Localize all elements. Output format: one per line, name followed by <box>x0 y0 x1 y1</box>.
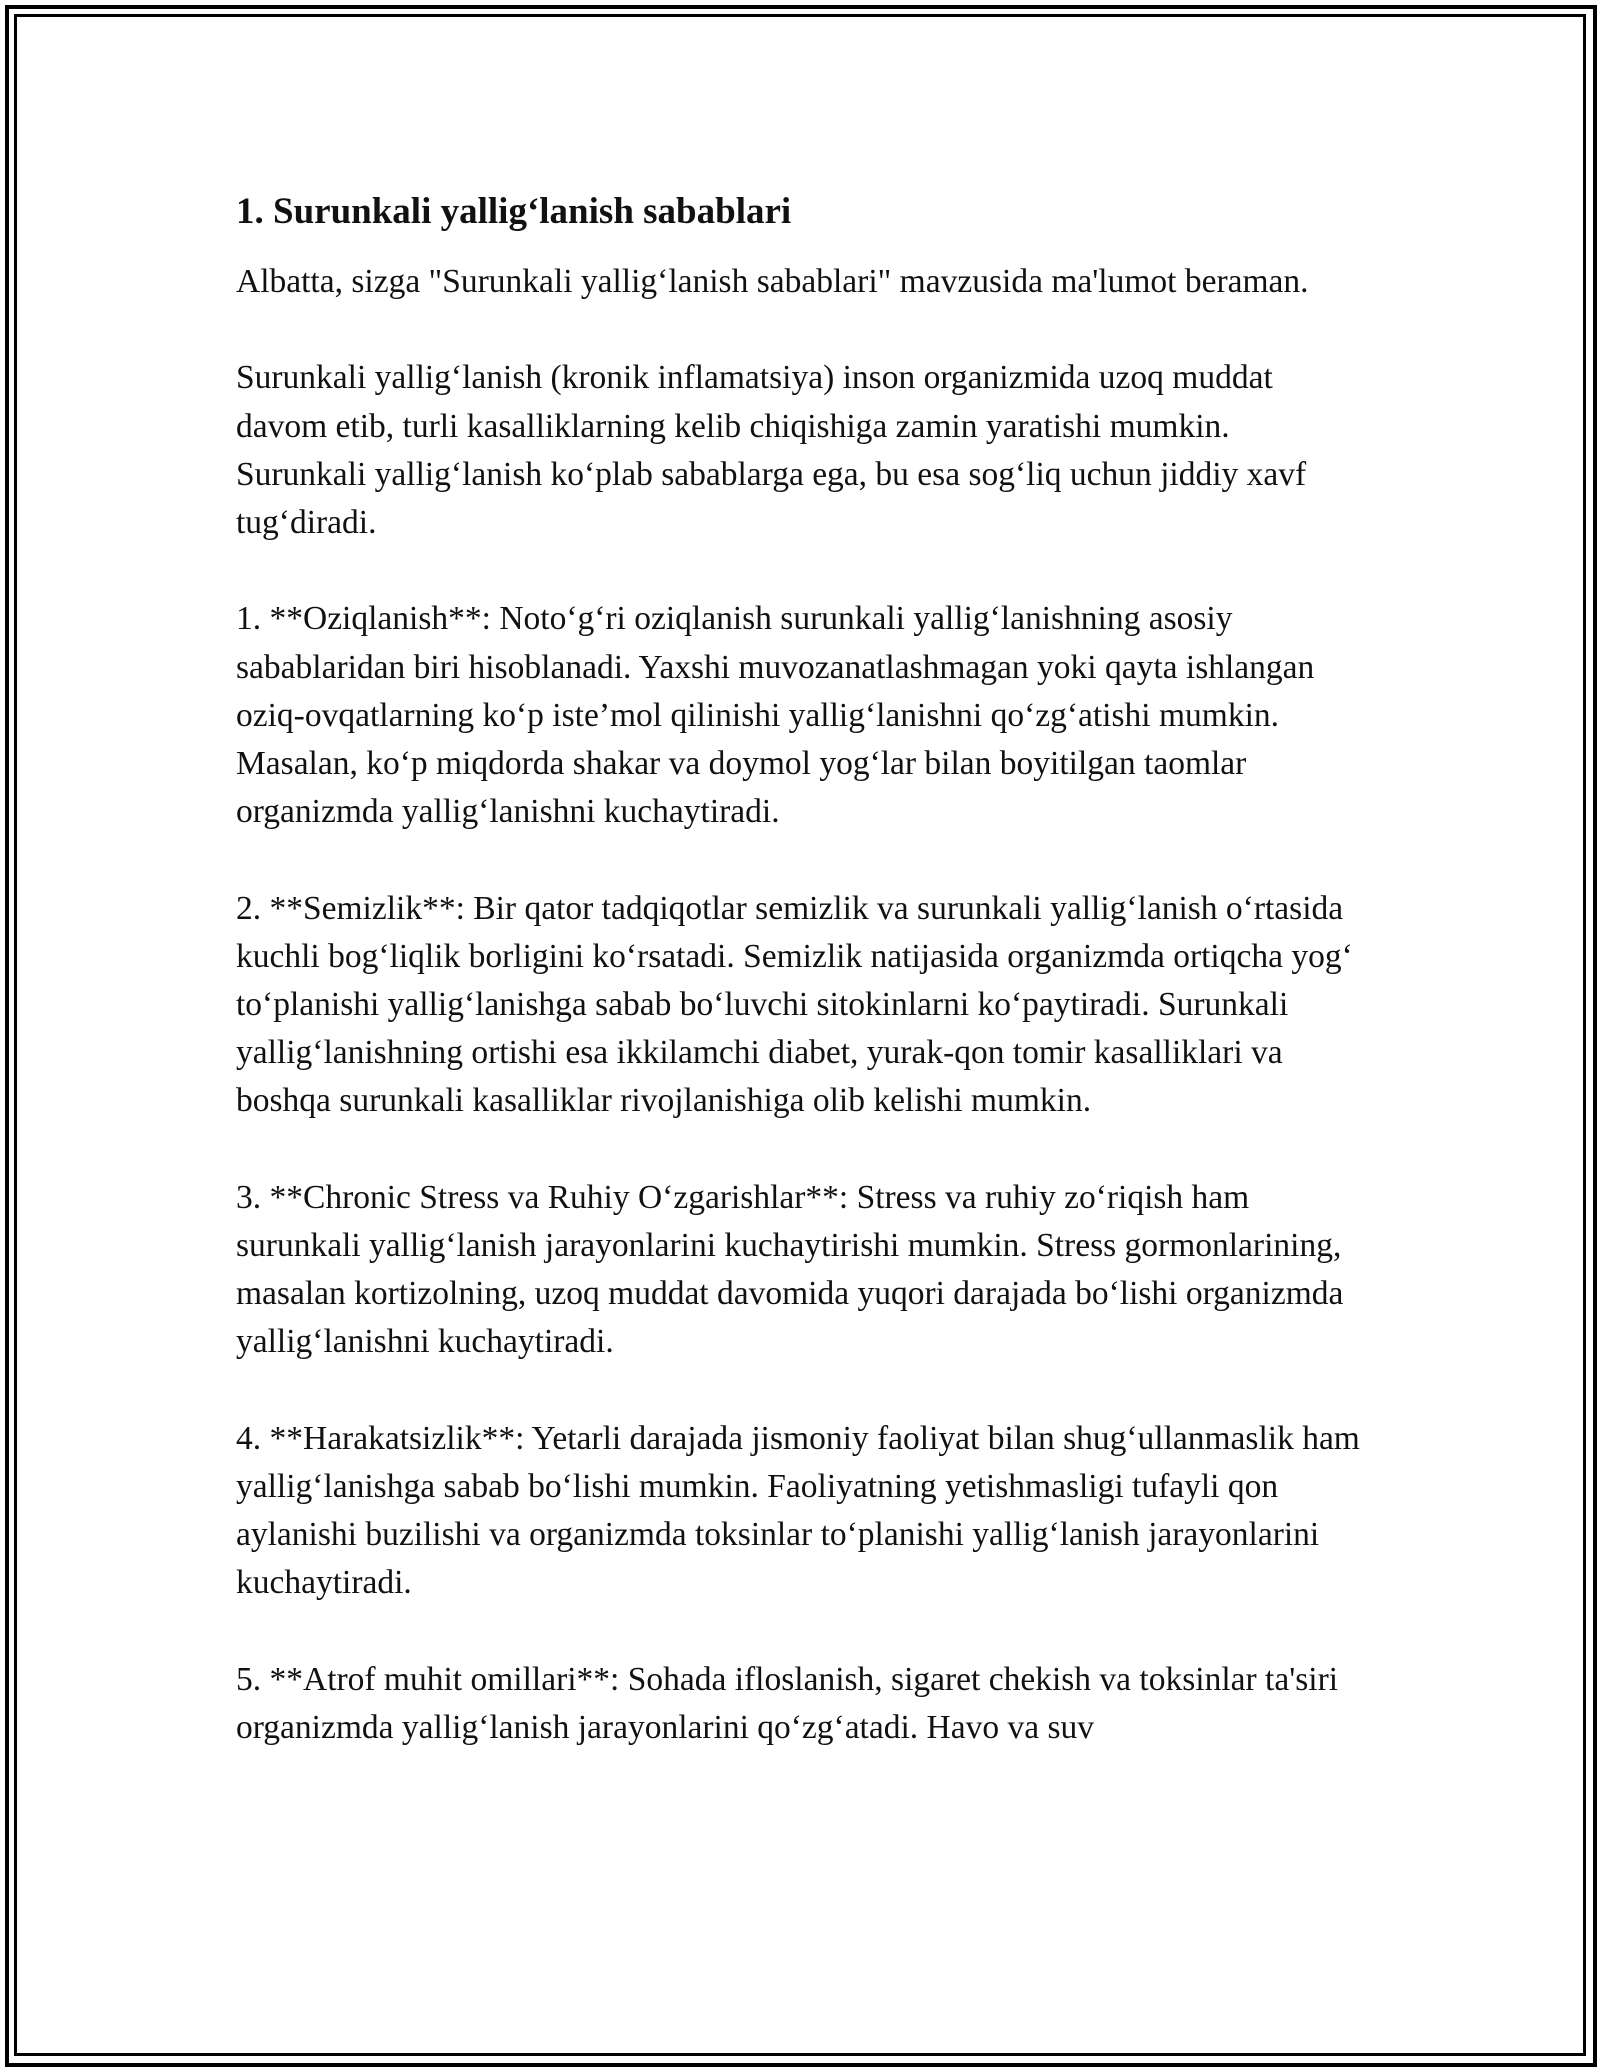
cause-environment-paragraph: 5. **Atrof muhit omillari**: Sohada ifloslanish, sigaret chekish va toksinlar ta'siri organizmda yallig‘lanish jarayonlarini qo‘zg‘atadi. Havo va suv <box>236 1660 1339 1746</box>
intro-paragraph: Albatta, sizga "Surunkali yallig‘lanish sabablari" mavzusida ma'lumot beraman. <box>236 263 1309 300</box>
cause-inactivity-paragraph: 4. **Harakatsizlik**: Yetarli darajada jismoniy faoliyat bilan shug‘ullanmaslik ham yallig‘lanishga sabab bo‘lishi mumkin. Faoliyatning yetishmasligi tufayli qon aylanishi buzilishi va organizmda toksinlar to‘planishi yallig‘lanish jarayonlarini kuchaytiradi. <box>236 1419 1360 1602</box>
document-body <box>236 182 1366 1752</box>
cause-obesity-paragraph: 2. **Semizlik**: Bir qator tadqiqotlar semizlik va surunkali yallig‘lanish o‘rtasida kuchli bog‘liqlik borligini ko‘rsatadi. Semizlik natijasida organizmda ortiqcha yog‘ to‘planishi yallig‘lanishga sabab bo‘luvchi sitokinlarni ko‘paytiradi. Surunkali yallig‘lanishning ortishi esa ikkilamchi diabet, yurak-qon tomir kasalliklari va boshqa surunkali kasalliklar rivojlanishiga olib kelishi mumkin. <box>236 889 1353 1120</box>
overview-paragraph: Surunkali yallig‘lanish (kronik inflamatsiya) inson organizmida uzoq muddat davom etib, turli kasalliklarning kelib chiqishiga zamin yaratishi mumkin. Surunkali yallig‘lanish ko‘plab sabablarga ega, bu esa sog‘liq uchun jiddiy xavf tug‘diradi. <box>236 359 1307 541</box>
document-title: 1. Surunkali yallig‘lanish sabablari <box>236 191 792 232</box>
cause-nutrition-paragraph: 1. **Oziqlanish**: Noto‘g‘ri oziqlanish surunkali yallig‘lanishning asosiy sabablaridan biri hisoblanadi. Yaxshi muvozanatlashmagan yoki qayta ishlangan oziq-ovqatlarning ko‘p iste’mol qilinishi yallig‘lanishni qo‘zg‘atishi mumkin. Masalan, ko‘p miqdorda shakar va doymol yog‘lar bilan boyitilgan taomlar organizmda yallig‘lanishni kuchaytiradi. <box>236 600 1315 831</box>
cause-stress-paragraph: 3. **Chronic Stress va Ruhiy O‘zgarishlar**: Stress va ruhiy zo‘riqish ham surunkali yallig‘lanish jarayonlarini kuchaytirishi mumkin. Stress gormonlarining, masalan kortizolning, uzoq muddat davomida yuqori darajada bo‘lishi organizmda yallig‘lanishni kuchaytiradi. <box>236 1178 1344 1361</box>
